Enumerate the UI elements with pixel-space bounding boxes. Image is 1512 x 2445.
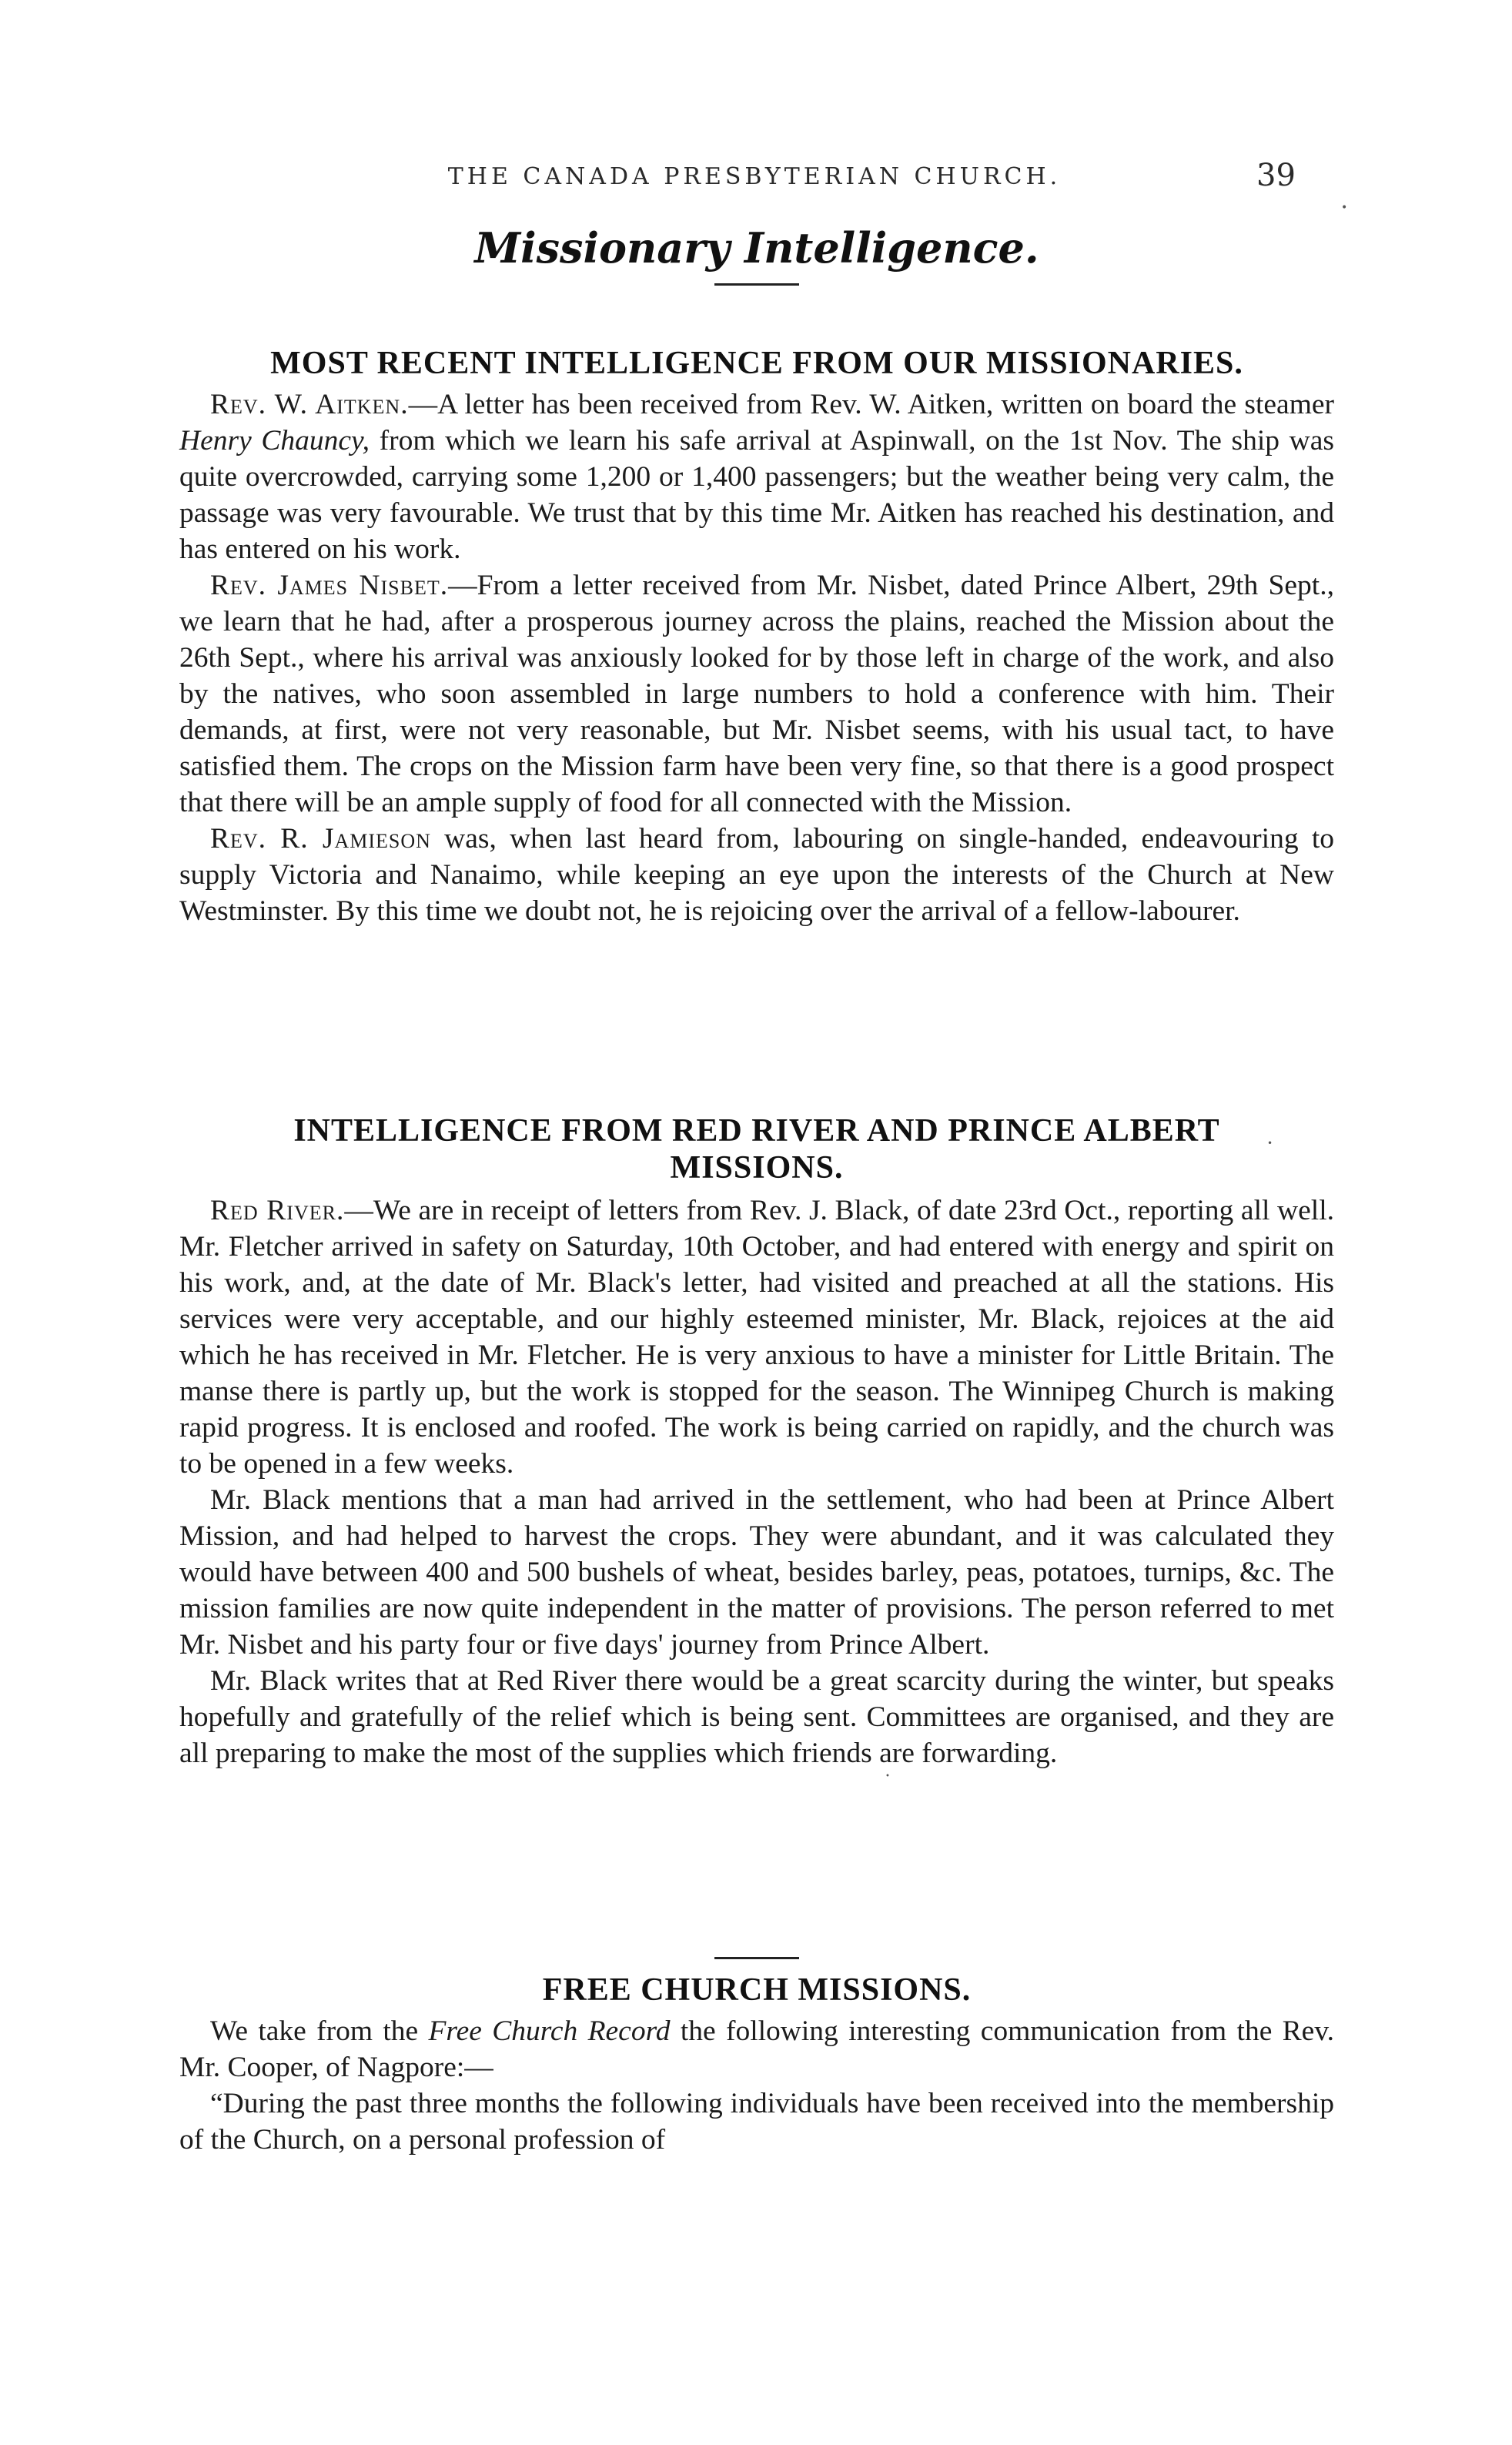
paragraph-red-river: Red River.—We are in receipt of letters from Rev. J. Black, of date 23rd Oct., reporting all well. Mr. Fletcher arrived in safety on Saturday, 10th October, and had entered with energy and spirit on his work, and, at the date of Mr. Black's letter, had visited and preached at all the stations. His services were very acceptable, and our highly esteemed minister, Mr. Black, rejoices at the aid which he has received in Mr. Fletcher. He is very anxious to have a minister for Little Britain. The manse there is partly up, but the work is stopped for the season. The Winnipeg Church is making rapid progress. It is enclosed and roofed. The work is being carried on rapidly, and the church was to be opened in a few weeks. (179, 1195, 1334, 1480)
paragraph-lead: Rev. R. Jamieson (210, 823, 431, 855)
paragraph-jamieson: Rev. R. Jamieson was, when last heard from, labouring on single-handed, endeavouring to supply Victoria and Nanaimo, while keeping an eye upon the interests of the Church at New Westminster. By this time we doubt not, he is rejoicing over the arrival of a fellow-labourer. (179, 823, 1334, 927)
section-recent-intelligence (179, 345, 1334, 929)
page-number: 39 (1256, 158, 1296, 193)
running-head: THE CANADA PRESBYTERIAN CHURCH. (447, 163, 1062, 190)
paragraph-lead: Red River. (210, 1195, 345, 1226)
paragraph-nisbet: Rev. James Nisbet.—From a letter received from Mr. Nisbet, dated Prince Albert, 29th Sept., we learn that he had, after a prosperous journey across the plains, reached the Mission about the 26th Sept., where his arrival was anxiously looked for by those left in charge of the work, and also by the natives, who soon assembled in large numbers to hold a conference with him. Their demands, at first, were not very reasonable, but Mr. Nisbet seems, with his usual tact, to have satisfied them. The crops on the Mission farm have been very fine, so that there is a good prospect that there will be an ample supply of food for all connected with the Mission. (179, 570, 1334, 818)
print-speck: • (885, 1772, 890, 1781)
masthead (179, 223, 1334, 286)
print-speck: • (1341, 202, 1348, 214)
paragraph-aitken: Rev. W. Aitken.—A letter has been received from Rev. W. Aitken, written on board the steamer Henry Chauncy, from which we learn his safe arrival at Aspinwall, on the 1st Nov. The ship was quite overcrowded, carrying some 1,200 or 1,400 passengers; but the weather being very calm, the passage was very favourable. We trust that by this time Mr. Aitken has reached his destination, and has entered on his work. (179, 389, 1334, 565)
section-free-church (179, 1957, 1334, 2158)
section-rule (714, 1957, 799, 1959)
paragraph-black-writes: Mr. Black writes that at Red River there would be a great scarcity during the winter, but speaks hopefully and gratefully of the relief which is being sent. Committees are organised, and they are all preparing to make the most of the supplies which friends are forwarding. (179, 1665, 1334, 1769)
paragraph-lead: Rev. W. Aitken. (210, 389, 409, 420)
section-heading: FREE CHURCH MISSIONS. (542, 1972, 972, 2008)
ship-name: Henry Chauncy, (179, 425, 370, 457)
source-title: Free Church Record (428, 2015, 671, 2047)
print-speck: • (1267, 1138, 1273, 1149)
masthead-title: Missionary Intelligence. (474, 223, 1039, 273)
section-heading: MOST RECENT INTELLIGENCE FROM OUR MISSIONARIES. (270, 346, 1243, 381)
masthead-rule (714, 283, 799, 286)
paragraph-black-mentions: Mr. Black mentions that a man had arrived in the settlement, who had been at Prince Albert Mission, and had helped to harvest the crops. They were abundant, and it was calculated they would have between 400 and 500 bushels of wheat, besides barley, peas, potatoes, turnips, &c. The mission families are now quite independent in the matter of provisions. The person referred to met Mr. Nisbet and his party four or five days' journey from Prince Albert. (179, 1484, 1334, 1661)
section-heading-continued: MISSIONS. (670, 1150, 844, 1186)
paragraph-cooper-quote: “During the past three months the following individuals have been received into the membership of the Church, on a personal profession of (179, 2088, 1334, 2156)
paragraph-lead: Rev. James Nisbet. (210, 570, 449, 601)
section-red-river (179, 1112, 1334, 1771)
paragraph-free-church-intro: We take from the Free Church Record the following interesting communication from the Rev. Mr. Cooper, of Nagpore:— (179, 2015, 1335, 2083)
section-heading: INTELLIGENCE FROM RED RIVER AND PRINCE ALBERT (293, 1113, 1220, 1149)
